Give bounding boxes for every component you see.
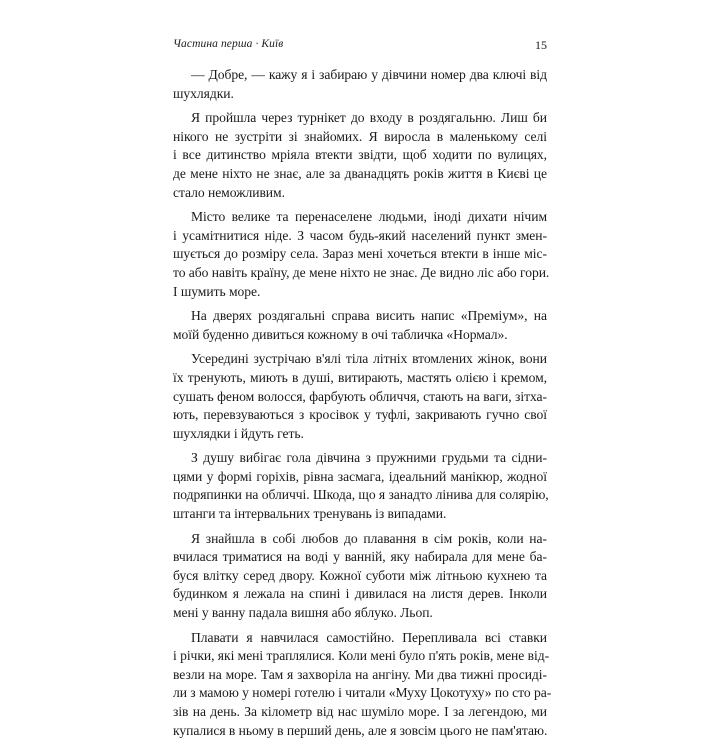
text-line: і річки, які мені траплялися. Коли мені було п'ять років, мене від- [173, 648, 550, 664]
text-line: шується до розміру села. Зараз мені хочеться втекти в інше міс- [173, 246, 547, 262]
text-line: купалися в ньому в перший день, але я зовсім цього не пам'ятаю. [173, 722, 548, 738]
text-line: З душу вибігає гола дівчина з пружними грудьми та сідни- [191, 450, 547, 466]
paragraph [173, 109, 547, 202]
text-line: цями у формі горіхів, рівна засмага, ідеальний манікюр, жодної [173, 468, 547, 484]
text-line: то або навіть країну, де мене ніхто не знає. Де видно ліс або гори. [173, 264, 550, 280]
text-line: моїй буденно дивиться кожному в очі табличка «Нормал». [173, 326, 508, 342]
text-line: Усередині зустрічаю в'ялі тіла літніх втомлених жінок, вони [191, 351, 547, 367]
paragraph [173, 66, 547, 103]
text-line: їх тренують, миють в душі, витирають, мастять олією і кремом, [173, 369, 547, 385]
running-title: Частина перша · Київ [173, 38, 284, 50]
text-line: штанги та інтервальних тренувань із випадами. [173, 506, 447, 522]
text-line: Я знайшла в собі любов до плавання в сім років, коли на- [191, 530, 547, 546]
text-line: подряпинки на обличчі. Шкода, що я занадто лінива для солярію, [173, 487, 549, 503]
text-line: де мене ніхто не знає, але за дванадцять років життя в Києві це [173, 165, 547, 181]
text-line: сушать феном волосся, фарбують обличчя, стають на ваги, зітха- [173, 388, 547, 404]
text-line: будинком я лежала на спині і дивилася на листя дерев. Інколи [173, 586, 547, 602]
page-number: 15 [535, 38, 547, 52]
paragraph [173, 449, 547, 523]
paragraph [173, 629, 552, 741]
text-line: і усамітнитися ніде. З часом будь-який населений пункт змен- [173, 227, 547, 243]
text-line: везли на море. Там я захворіла на ангіну. Ми два тижні просиді- [173, 666, 547, 682]
paragraph [173, 350, 547, 443]
paragraph [173, 307, 547, 344]
text-line: І шумить море. [173, 283, 261, 299]
text-line: ли з мамою у номері готелю і читали «Муху Цокотуху» по сто ра- [173, 685, 552, 701]
text-line: Я пройшла через турнікет до входу в роздягальню. Лиш би [191, 110, 547, 126]
text-line: нікого не зустріти зі знайомих. Я виросла в маленькому селі [173, 128, 547, 144]
text-line: Плавати я навчилася самостійно. Перепливала всі ставки [191, 629, 547, 645]
running-header [173, 38, 547, 56]
text-line: ють, перевзуваються з кросівок у туфлі, закривають гучно свої [173, 407, 547, 423]
text-line: — Добре, — кажу я і забираю у дівчини номер два ключі від [191, 67, 547, 82]
text-line: буся влітку серед двору. Кожної суботи між літньою кухнею та [173, 567, 547, 583]
text-line: шухлядки. [173, 85, 234, 101]
text-line: На дверях роздягальні справа висить напис «Преміум», на [191, 308, 547, 324]
text-line: стало неможливим. [173, 184, 285, 200]
paragraph [173, 208, 550, 301]
text-line: зів на день. За кілометр від нас шуміло море. І за легендою, ми [173, 704, 547, 719]
paragraph [173, 530, 547, 623]
text-line: вчилася триматися на воді у ванній, яку набирала для мене ба- [173, 549, 547, 565]
text-line: шухлядки і йдуть геть. [173, 425, 304, 441]
text-line: мені у ванну падала вишня або яблуко. Льоп. [173, 605, 433, 621]
text-line: і все дитинство мріяла втекти звідти, щоб ходити по вулицях, [173, 147, 547, 163]
body-text [173, 66, 552, 746]
text-line: Місто велике та перенаселене людьми, іноді дихати нічим [191, 209, 547, 225]
